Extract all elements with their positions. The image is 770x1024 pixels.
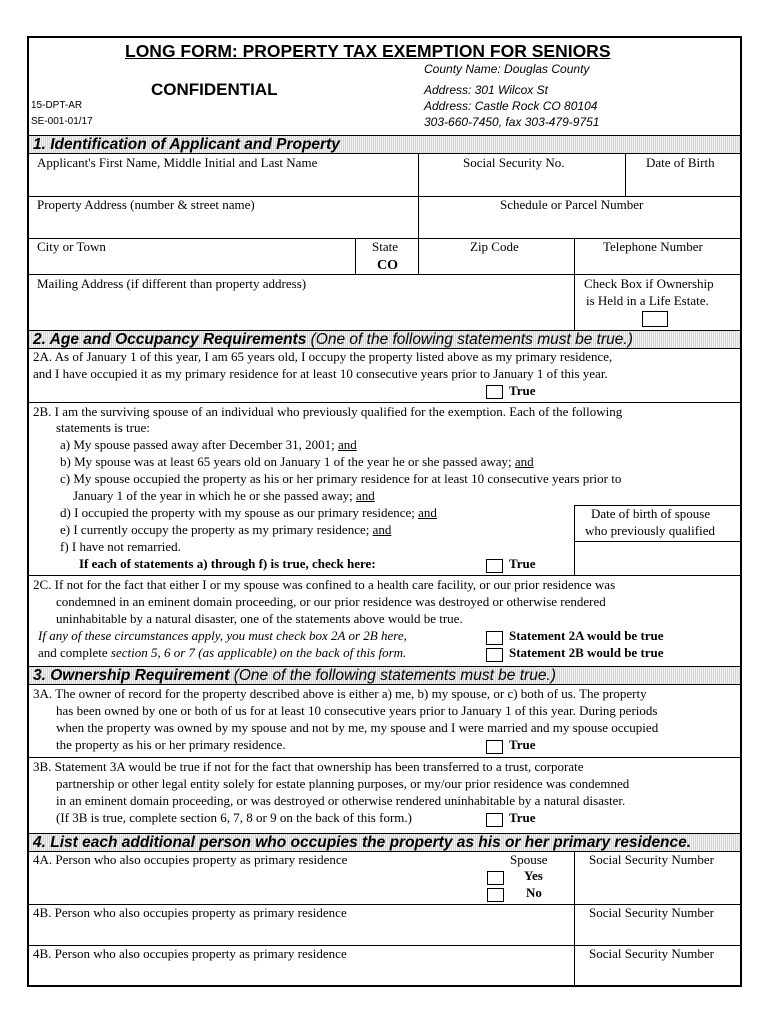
person-4b-second-ssn-label: Social Security Number bbox=[589, 946, 714, 961]
county-phone-fax: 303-660-7450, fax 303-479-9751 bbox=[424, 115, 600, 129]
confidential-label: CONFIDENTIAL bbox=[151, 80, 278, 99]
state-label: State bbox=[372, 239, 398, 254]
spouse-no-checkbox[interactable] bbox=[487, 888, 504, 902]
statement-2a-line-2: and I have occupied it as my primary residence for at least 10 consecutive years prior to January 1 of this year. bbox=[33, 366, 608, 381]
statement-2b-would-be-true-checkbox[interactable] bbox=[486, 648, 503, 662]
section-2-heading-rest: (One of the following statements must be true.) bbox=[306, 331, 633, 348]
life-estate-label-2: is Held in a Life Estate. bbox=[586, 293, 709, 308]
statement-2b-true-label: True bbox=[509, 556, 536, 571]
statement-2b-f: f) I have not remarried. bbox=[60, 539, 181, 554]
section-4-heading-text: 4. List each additional person who occupies the property as his or her primary residence. bbox=[33, 834, 692, 851]
person-4a-ssn-label: Social Security Number bbox=[589, 852, 714, 867]
divider bbox=[418, 154, 419, 196]
statement-3b-line-3: in an eminent domain proceeding, or was destroyed or otherwise rendered uninhabitable by a natural disaster. bbox=[56, 793, 626, 808]
ssn-label: Social Security No. bbox=[463, 155, 565, 170]
person-4a-label: 4A. Person who also occupies property as primary residence bbox=[33, 852, 348, 867]
statement-2b-line-2: statements is true: bbox=[56, 420, 150, 435]
statement-2c-line-3: uninhabitable by a natural disaster, one of the statements above would be true. bbox=[56, 611, 463, 626]
statement-2b-c-line-2 bbox=[73, 488, 375, 504]
spouse-no-label: No bbox=[526, 885, 542, 900]
mailing-address-label: Mailing Address (if different than property address) bbox=[37, 276, 307, 291]
statement-2c-line-1: 2C. If not for the fact that either I or my spouse was confined to a health care facility, or our prior residence was bbox=[33, 577, 616, 592]
statement-3a-line-3: when the property was owned by my spouse and not by me, my spouse and I were married and my spouse occupied bbox=[56, 720, 659, 735]
statement-2b-would-be-true-label: Statement 2B would be true bbox=[509, 645, 664, 660]
divider bbox=[29, 402, 740, 403]
statement-2c-note-2a: and complete bbox=[38, 645, 111, 660]
statement-3b-line-2: partnership or other legal entity solely for estate planning purposes, or my/our prior residence was condemned bbox=[56, 776, 630, 791]
statement-3b-true-checkbox[interactable] bbox=[486, 813, 503, 827]
form-code-2: SE-001-01/17 bbox=[31, 116, 93, 127]
statement-2b-true-checkbox[interactable] bbox=[486, 559, 503, 573]
divider bbox=[574, 505, 575, 575]
statement-3a-line-2: has been owned by one or both of us for at least 10 consecutive years prior to January 1 of this year. During periods bbox=[56, 703, 658, 718]
telephone-label: Telephone Number bbox=[603, 239, 703, 254]
spouse-dob-label-1: Date of birth of spouse bbox=[591, 506, 711, 521]
section-2-heading bbox=[29, 330, 740, 349]
form-title: LONG FORM: PROPERTY TAX EXEMPTION FOR SENIORS bbox=[125, 41, 611, 61]
divider bbox=[574, 238, 575, 274]
divider bbox=[29, 274, 740, 275]
divider bbox=[574, 851, 575, 987]
applicant-name-label: Applicant's First Name, Middle Initial and Last Name bbox=[37, 155, 318, 170]
state-value: CO bbox=[377, 258, 398, 273]
statement-2b-b-text: b) My spouse was at least 65 years old on January 1 of the year he or she passed away; bbox=[60, 454, 515, 469]
section-1-heading-text: 1. Identification of Applicant and Property bbox=[33, 136, 340, 153]
person-4b-second-label: 4B. Person who also occupies property as primary residence bbox=[33, 946, 347, 961]
divider bbox=[418, 196, 419, 238]
statement-2c-note-2b: section 5, 6 or 7 (as applicable) on the back of this form. bbox=[110, 645, 407, 660]
statement-2a-true-checkbox[interactable] bbox=[486, 385, 503, 399]
life-estate-checkbox[interactable] bbox=[642, 311, 668, 327]
and-underlined: and bbox=[372, 522, 392, 537]
and-underlined: and bbox=[337, 437, 357, 452]
property-address-label: Property Address (number & street name) bbox=[37, 197, 255, 212]
statement-2b-e bbox=[60, 522, 391, 538]
date-of-birth-label: Date of Birth bbox=[646, 155, 715, 170]
statement-2b-d-text: d) I occupied the property with my spouse as our primary residence; bbox=[60, 505, 419, 520]
parcel-number-label: Schedule or Parcel Number bbox=[500, 197, 644, 212]
divider bbox=[418, 238, 419, 274]
statement-2b-c-line-1: c) My spouse occupied the property as his or her primary residence for at least 10 consecutive years prior to bbox=[60, 471, 622, 486]
statement-2a-would-be-true-label: Statement 2A would be true bbox=[509, 628, 664, 643]
spouse-label: Spouse bbox=[510, 852, 548, 867]
section-3-heading bbox=[29, 666, 740, 685]
spouse-yes-checkbox[interactable] bbox=[487, 871, 504, 885]
spouse-dob-label-2: who previously qualified bbox=[585, 523, 715, 538]
divider bbox=[625, 154, 626, 196]
person-4b-label: 4B. Person who also occupies property as primary residence bbox=[33, 905, 347, 920]
statement-3a-line-1: 3A. The owner of record for the property described above is either a) me, b) my spouse, or c) both of us. The property bbox=[33, 686, 647, 701]
statement-3b-line-4: (If 3B is true, complete section 6, 7, 8 or 9 on the back of this form.) bbox=[56, 810, 412, 825]
section-1-heading bbox=[29, 135, 740, 154]
and-underlined: and bbox=[514, 454, 534, 469]
statement-2b-d bbox=[60, 505, 437, 521]
divider bbox=[29, 575, 740, 576]
and-underlined: and bbox=[356, 488, 375, 503]
statement-3a-true-label: True bbox=[509, 737, 536, 752]
statement-2a-line-1: 2A. As of January 1 of this year, I am 65 years old, I occupy the property listed above as my primary residence, bbox=[33, 349, 613, 364]
statement-2a-true-label: True bbox=[509, 383, 536, 398]
statement-3b-line-1: 3B. Statement 3A would be true if not for the fact that ownership has been transferred to a trust, corporate bbox=[33, 759, 584, 774]
and-underlined: and bbox=[418, 505, 437, 520]
person-4b-ssn-label: Social Security Number bbox=[589, 905, 714, 920]
statement-2c-line-2: condemned in an eminent domain proceeding, or our prior residence was destroyed or otherwise rendered bbox=[56, 594, 606, 609]
statement-3a-line-4: the property as his or her primary residence. bbox=[56, 737, 286, 752]
divider bbox=[355, 238, 356, 274]
city-label: City or Town bbox=[37, 239, 106, 254]
statement-2b-a-text: a) My spouse passed away after December 31, 2001; bbox=[60, 437, 338, 452]
statement-3b-true-label: True bbox=[509, 810, 536, 825]
county-name: County Name: Douglas County bbox=[424, 62, 590, 76]
spouse-yes-label: Yes bbox=[524, 868, 543, 883]
form-frame bbox=[27, 36, 742, 987]
statement-2b-e-text: e) I currently occupy the property as my primary residence; bbox=[60, 522, 373, 537]
divider bbox=[29, 757, 740, 758]
statement-3a-true-checkbox[interactable] bbox=[486, 740, 503, 754]
county-address-1: Address: 301 Wilcox St bbox=[424, 83, 548, 97]
statement-2c-note-2 bbox=[38, 645, 406, 661]
zip-code-label: Zip Code bbox=[470, 239, 519, 254]
statement-2a-would-be-true-checkbox[interactable] bbox=[486, 631, 503, 645]
section-4-heading bbox=[29, 833, 740, 852]
section-3-heading-bold: 3. Ownership Requirement bbox=[33, 667, 230, 684]
section-3-heading-rest: (One of the following statements must be true.) bbox=[229, 667, 556, 684]
statement-2b-b bbox=[60, 454, 534, 470]
statement-2b-c-text: January 1 of the year in which he or she passed away; bbox=[73, 488, 357, 503]
statement-2c-note-1: If any of these circumstances apply, you must check box 2A or 2B here, bbox=[38, 628, 407, 643]
form-code-1: 15-DPT-AR bbox=[31, 100, 83, 111]
statement-2b-a bbox=[60, 437, 357, 453]
divider bbox=[574, 541, 740, 542]
divider bbox=[574, 274, 575, 330]
section-2-heading-bold: 2. Age and Occupancy Requirements bbox=[33, 331, 307, 348]
county-address-2: Address: Castle Rock CO 80104 bbox=[424, 99, 598, 113]
statement-2b-check-instruction: If each of statements a) through f) is true, check here: bbox=[79, 556, 376, 571]
life-estate-label-1: Check Box if Ownership bbox=[584, 276, 714, 291]
statement-2b-line-1: 2B. I am the surviving spouse of an individual who previously qualified for the exemption. Each of the following bbox=[33, 404, 623, 419]
